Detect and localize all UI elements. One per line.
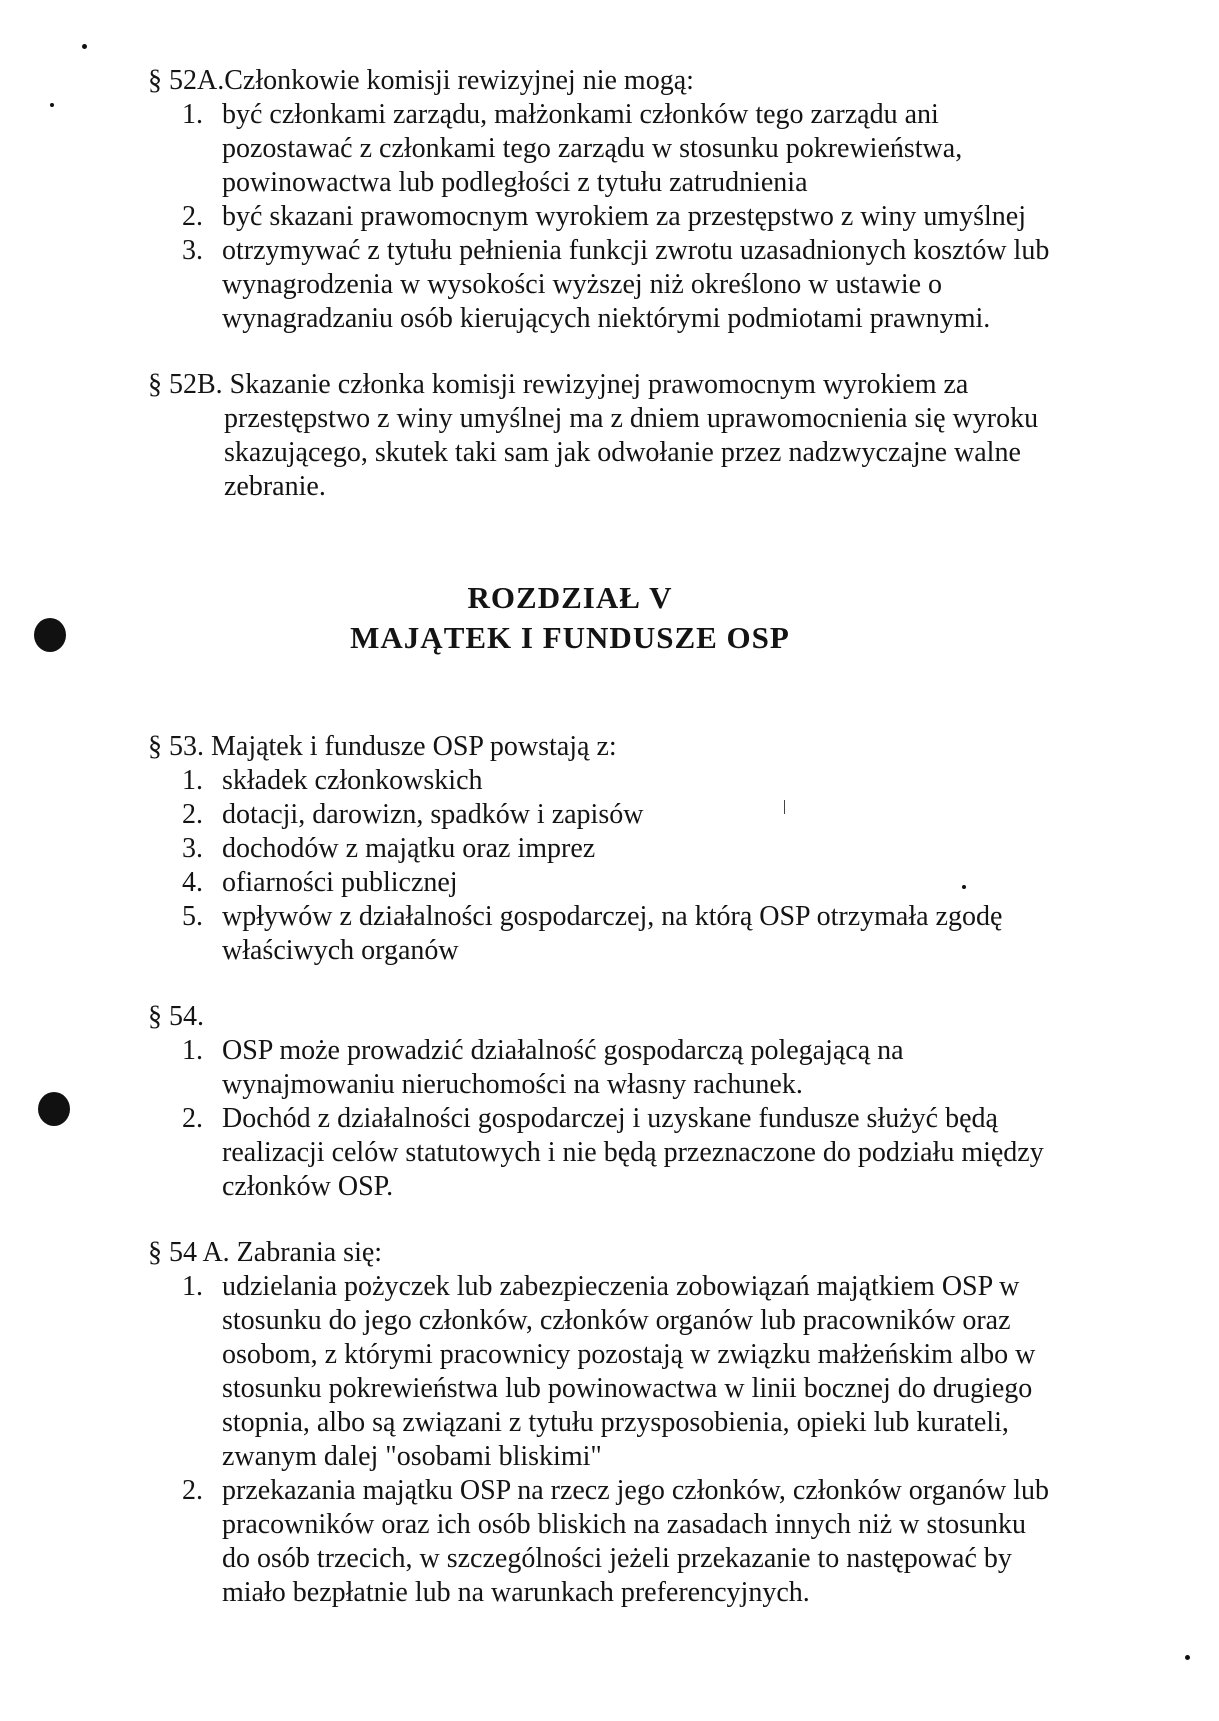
list-item-number: 4.	[182, 867, 203, 898]
list-item-text: udzielania pożyczek lub zabezpieczenia zobowiązań majątkiem OSP w	[222, 1271, 1020, 1302]
list-item-number: 3.	[182, 833, 203, 864]
list-item-text: pozostawać z członkami tego zarządu w stosunku pokrewieństwa,	[222, 133, 963, 164]
list-item-text: przekazania majątku OSP na rzecz jego członków, członków organów lub	[222, 1475, 1049, 1506]
list-item-text: być członkami zarządu, małżonkami członków tego zarządu ani	[222, 99, 939, 130]
list-item-text: osobom, z którymi pracownicy pozostają w związku małżeńskim albo w	[222, 1339, 1036, 1370]
scan-tick	[784, 800, 785, 814]
list-item-text: pracowników oraz ich osób bliskich na zasadach innych niż w stosunku	[222, 1509, 1027, 1540]
scan-dot	[962, 885, 966, 889]
list-item-number: 1.	[182, 99, 203, 130]
chapter-heading: ROZDZIAŁ V	[467, 580, 673, 615]
list-item-text: stosunku pokrewieństwa lub powinowactwa w linii bocznej do drugiego	[222, 1373, 1033, 1404]
list-item-number: 2.	[182, 201, 203, 232]
scan-dot	[1185, 1655, 1190, 1660]
section-53-title: § 53. Majątek i fundusze OSP powstają z:	[148, 731, 617, 762]
list-item-number: 2.	[182, 1103, 203, 1134]
list-item-text: stopnia, albo są związani z tytułu przysposobienia, opieki lub kurateli,	[222, 1407, 1009, 1438]
list-item-text: do osób trzecich, w szczególności jeżeli przekazanie to następować by	[222, 1543, 1012, 1574]
chapter-title: MAJĄTEK I FUNDUSZE OSP	[350, 620, 790, 655]
section-52b-text: skazującego, skutek taki sam jak odwołanie przez nadzwyczajne walne	[224, 437, 1021, 468]
list-item-text: właściwych organów	[222, 935, 459, 966]
section-54-title: § 54.	[148, 1001, 204, 1032]
list-item-text: Dochód z działalności gospodarczej i uzyskane fundusze służyć będą	[222, 1103, 998, 1134]
list-item-text: zwanym dalej "osobami bliskimi"	[222, 1441, 602, 1472]
scan-dot	[82, 44, 87, 49]
list-item-text: być skazani prawomocnym wyrokiem za przestępstwo z winy umyślnej	[222, 201, 1027, 232]
list-item-number: 3.	[182, 235, 203, 266]
list-item-text: powinowactwa lub podległości z tytułu zatrudnienia	[222, 167, 808, 198]
list-item-text: dotacji, darowizn, spadków i zapisów	[222, 799, 644, 830]
list-item-text: dochodów z majątku oraz imprez	[222, 833, 596, 864]
list-item-text: OSP może prowadzić działalność gospodarczą polegającą na	[222, 1035, 904, 1066]
list-item-text: wynajmowaniu nieruchomości na własny rachunek.	[222, 1069, 803, 1100]
section-52b-text: przestępstwo z winy umyślnej ma z dniem uprawomocnienia się wyroku	[224, 403, 1039, 434]
list-item-text: ofiarności publicznej	[222, 867, 458, 898]
list-item-text: realizacji celów statutowych i nie będą przeznaczone do podziału między	[222, 1137, 1044, 1168]
list-item-text: stosunku do jego członków, członków organów lub pracowników oraz	[222, 1305, 1011, 1336]
section-52b-text: zebranie.	[224, 471, 326, 502]
section-54a-title: § 54 A. Zabrania się:	[148, 1237, 383, 1268]
section-52a-title: § 52A.Członkowie komisji rewizyjnej nie mogą:	[148, 65, 694, 96]
list-item-number: 1.	[182, 1271, 203, 1302]
list-item-text: wynagradzaniu osób kierujących niektórymi podmiotami prawnymi.	[222, 303, 991, 334]
list-item-number: 2.	[182, 1475, 203, 1506]
list-item-text: członków OSP.	[222, 1171, 394, 1202]
list-item-text: miało bezpłatnie lub na warunkach preferencyjnych.	[222, 1577, 810, 1608]
section-52b-text: § 52B. Skazanie członka komisji rewizyjnej prawomocnym wyrokiem za	[148, 369, 969, 400]
list-item-number: 2.	[182, 799, 203, 830]
scan-dot	[50, 103, 54, 107]
list-item-text: wynagrodzenia w wysokości wyższej niż określono w ustawie o	[222, 269, 943, 300]
punch-hole-bottom	[38, 1092, 70, 1126]
list-item-number: 1.	[182, 1035, 203, 1066]
list-item-text: składek członkowskich	[222, 765, 483, 796]
list-item-number: 5.	[182, 901, 203, 932]
list-item-number: 1.	[182, 765, 203, 796]
list-item-text: wpływów z działalności gospodarczej, na którą OSP otrzymała zgodę	[222, 901, 1003, 932]
list-item-text: otrzymywać z tytułu pełnienia funkcji zwrotu uzasadnionych kosztów lub	[222, 235, 1050, 266]
